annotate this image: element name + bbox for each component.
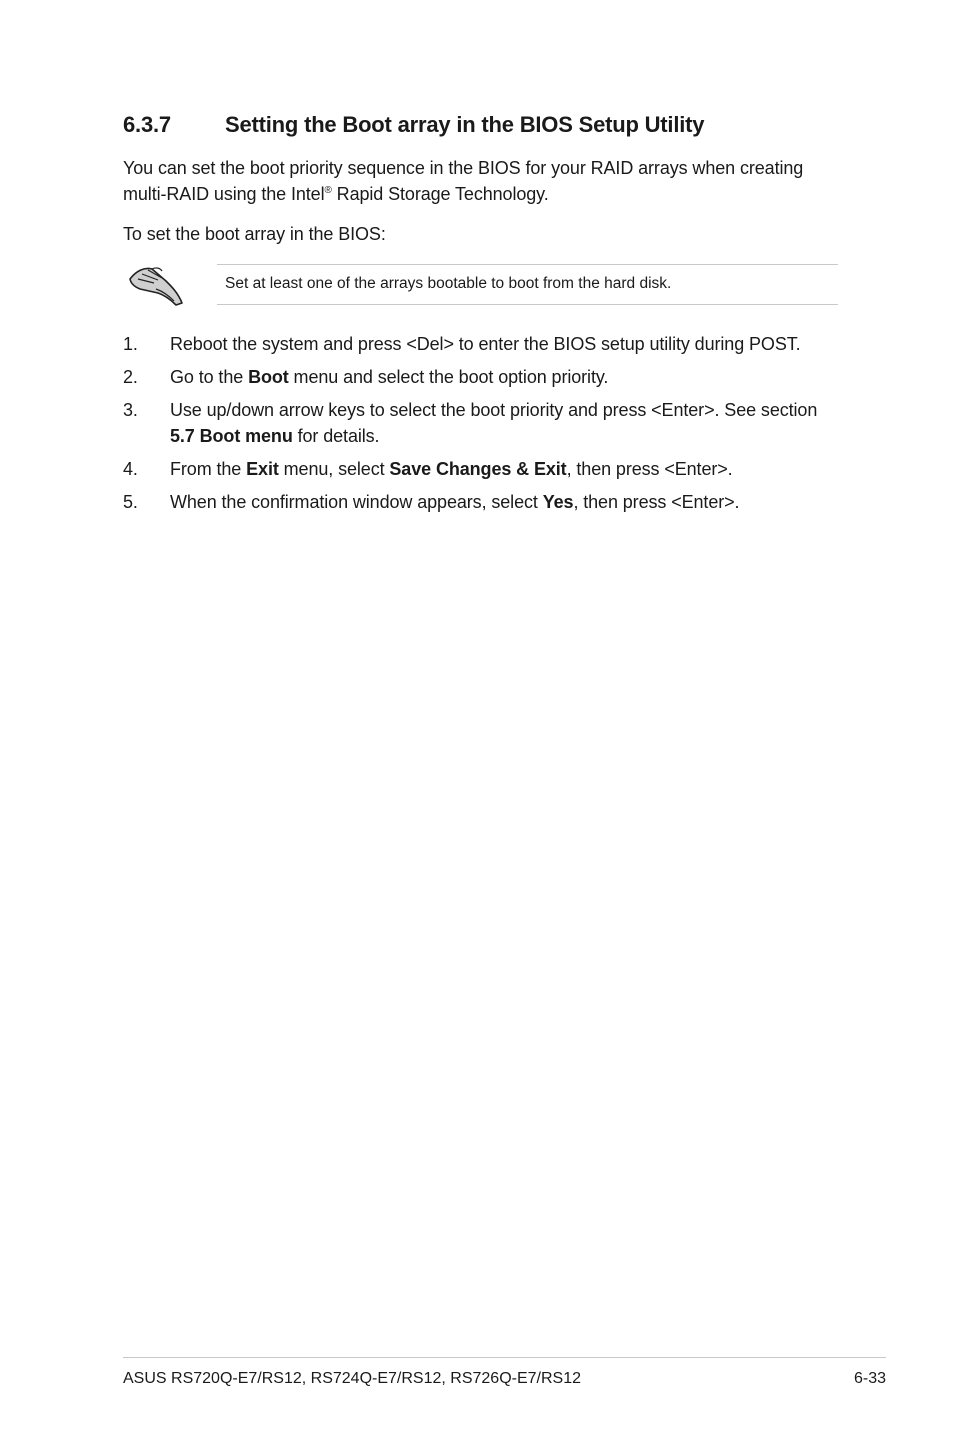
list-item: 1. Reboot the system and press <Del> to enter the BIOS setup utility during POST. (123, 331, 843, 357)
hand-note-icon (126, 261, 186, 307)
list-item: 3. Use up/down arrow keys to select the boot priority and press <Enter>. See section 5.7 Boot menu for details. (123, 397, 843, 449)
note-text: Set at least one of the arrays bootable to boot from the hard disk. (225, 275, 672, 292)
step-number: 5. (123, 492, 138, 512)
section-heading (123, 112, 704, 138)
note-top-rule (217, 264, 838, 265)
list-item: 2. Go to the Boot menu and select the boot option priority. (123, 364, 843, 390)
step-number: 4. (123, 459, 138, 479)
step-number: 2. (123, 367, 138, 387)
section-number: 6.3.7 (123, 112, 171, 137)
section-title: Setting the Boot array in the BIOS Setup Utility (225, 112, 705, 137)
steps-list (123, 331, 843, 522)
lead-paragraph: To set the boot array in the BIOS: (123, 224, 386, 244)
footer-rule (123, 1357, 886, 1358)
footer-model-names: ASUS RS720Q-E7/RS12, RS724Q-E7/RS12, RS726Q-E7/RS12 (123, 1370, 581, 1387)
intro-paragraph: You can set the boot priority sequence in the BIOS for your RAID arrays when creating multi-RAID using the Intel® Rapid Storage Technology. (123, 158, 804, 204)
step-number: 1. (123, 334, 138, 354)
step-number: 3. (123, 400, 138, 420)
page-number: 6-33 (853, 1370, 886, 1387)
note-bottom-rule (217, 304, 838, 305)
list-item: 5. When the confirmation window appears, select Yes, then press <Enter>. (123, 489, 843, 515)
list-item: 4. From the Exit menu, select Save Changes & Exit, then press <Enter>. (123, 456, 843, 482)
registered-mark: ® (324, 185, 332, 196)
